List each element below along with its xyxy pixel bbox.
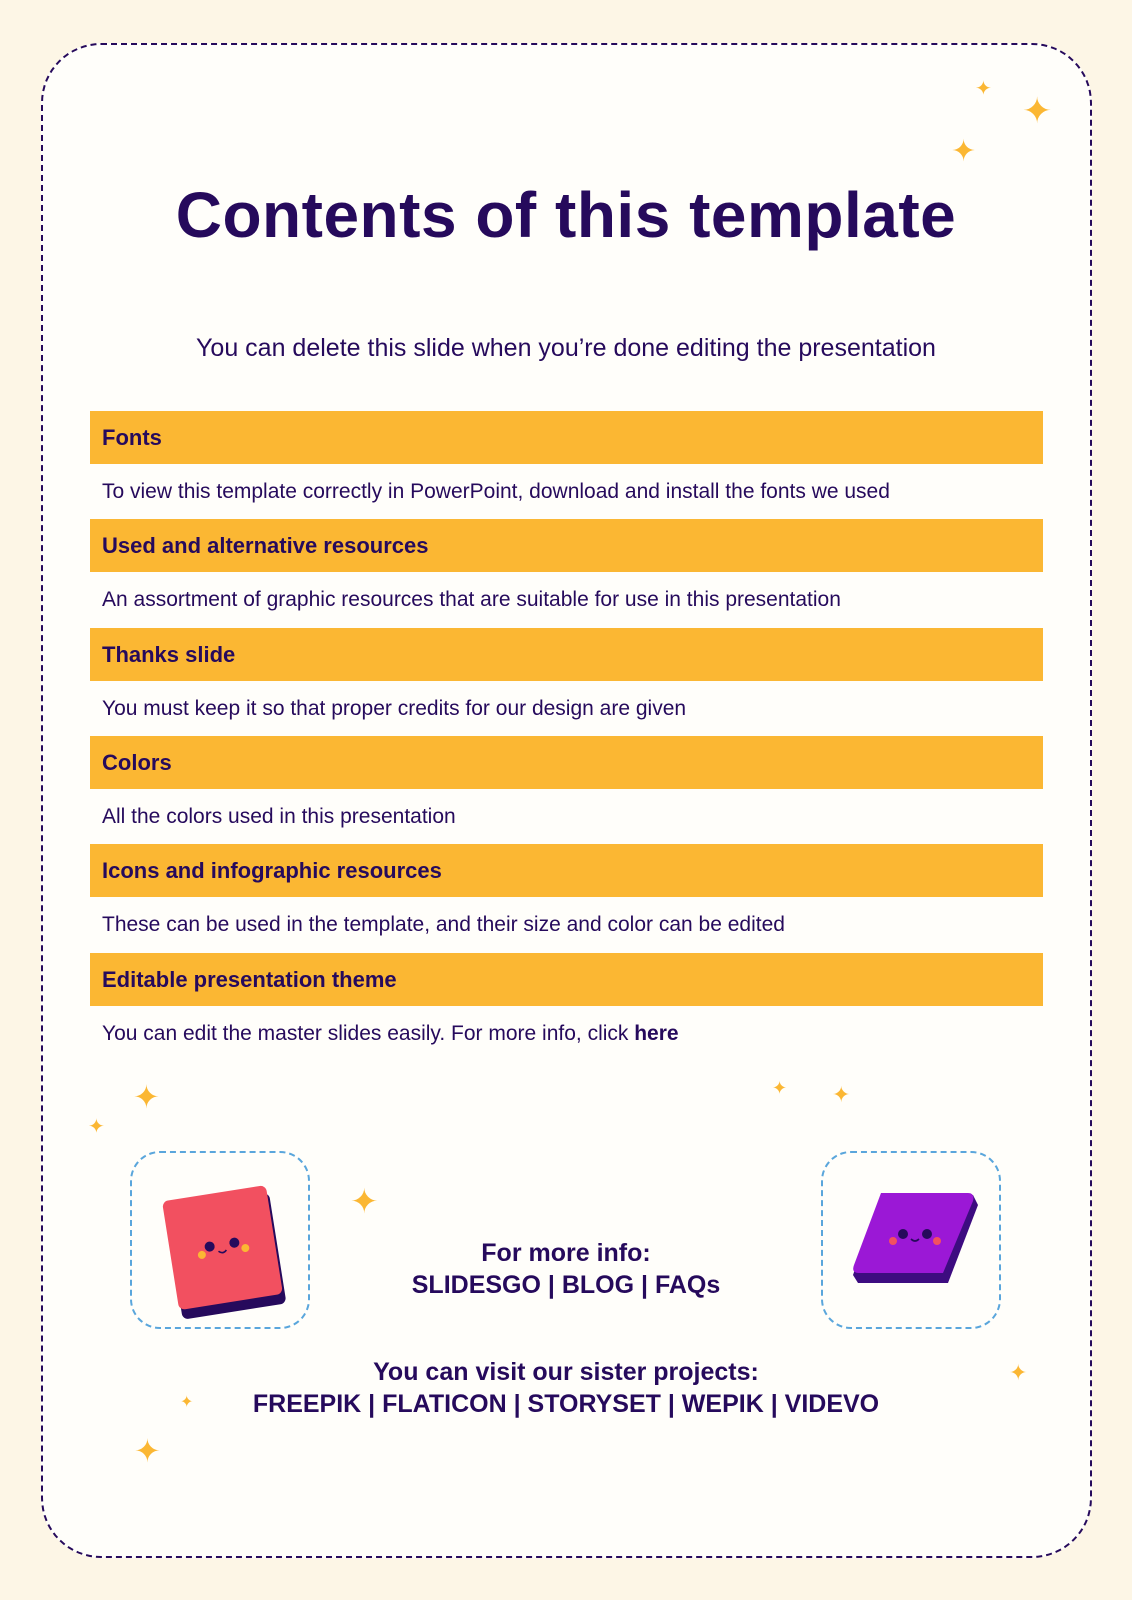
- subtitle: You can delete this slide when you’re done editing the presentation: [196, 334, 936, 362]
- section-heading: Colors: [90, 736, 1043, 789]
- link-slidesgo[interactable]: SLIDESGO: [411, 1271, 541, 1299]
- sparkle-icon: ✦: [832, 1082, 851, 1107]
- section-row: [90, 953, 1043, 1061]
- section-row: [90, 519, 1043, 627]
- sparkle-icon: ✦: [134, 1433, 161, 1469]
- sparkle-icon: ✦: [350, 1183, 379, 1221]
- section-row: [90, 736, 1043, 844]
- section-description: [90, 1006, 1043, 1061]
- sparkle-icon: ✦: [133, 1079, 160, 1115]
- section-heading: Icons and infographic resources: [90, 844, 1043, 897]
- section-description: [90, 464, 1043, 519]
- section-description: [90, 789, 1043, 844]
- link-wepik[interactable]: WEPIK: [681, 1390, 764, 1418]
- more-info-label: For more info:: [481, 1239, 651, 1267]
- sparkle-icon: ✦: [975, 78, 992, 100]
- sister-projects: You can visit our sister projects: FREEPIK | FLATICON | STORYSET | WEPIK | VIDEVO: [0, 1356, 1132, 1420]
- section-description: [90, 681, 1043, 736]
- section-row: [90, 844, 1043, 952]
- link-storyset[interactable]: STORYSET: [527, 1390, 661, 1418]
- section-heading: Thanks slide: [90, 628, 1043, 681]
- sister-label: You can visit our sister projects:: [373, 1358, 759, 1386]
- section-text: All the colors used in this presentation: [102, 804, 456, 828]
- link-videvo[interactable]: VIDEVO: [784, 1390, 880, 1418]
- section-description: [90, 897, 1043, 952]
- section-text: An assortment of graphic resources that are suitable for use in this presentation: [102, 588, 841, 612]
- section-description: [90, 572, 1043, 627]
- link-freepik[interactable]: FREEPIK: [252, 1390, 362, 1418]
- page-title: Contents of this template: [175, 179, 957, 251]
- section-text: These can be used in the template, and their size and color can be edited: [102, 913, 785, 937]
- sparkle-icon: ✦: [180, 1394, 194, 1411]
- section-row: [90, 411, 1043, 519]
- section-text: You must keep it so that proper credits for our design are given: [102, 696, 687, 720]
- here-link[interactable]: here: [634, 1021, 679, 1045]
- more-info: For more info: SLIDESGO | BLOG | FAQs: [0, 1237, 1132, 1301]
- sparkle-icon: ✦: [88, 1116, 105, 1138]
- section-row: [90, 628, 1043, 736]
- section-text: To view this template correctly in PowerPoint, download and install the fonts we used: [102, 480, 890, 503]
- section-text: You can edit the master slides easily. For more info, click: [102, 1021, 635, 1045]
- link-blog[interactable]: BLOG: [561, 1271, 635, 1299]
- link-faqs[interactable]: FAQs: [654, 1271, 721, 1299]
- sparkle-icon: ✦: [951, 135, 977, 168]
- section-heading: Editable presentation theme: [90, 953, 1043, 1006]
- sparkle-icon: ✦: [772, 1078, 788, 1098]
- link-flaticon[interactable]: FLATICON: [382, 1390, 507, 1418]
- section-heading: Fonts: [90, 411, 1043, 464]
- section-heading: Used and alternative resources: [90, 519, 1043, 572]
- sparkle-icon: ✦: [1009, 1360, 1028, 1385]
- sparkle-icon: ✦: [1022, 90, 1053, 131]
